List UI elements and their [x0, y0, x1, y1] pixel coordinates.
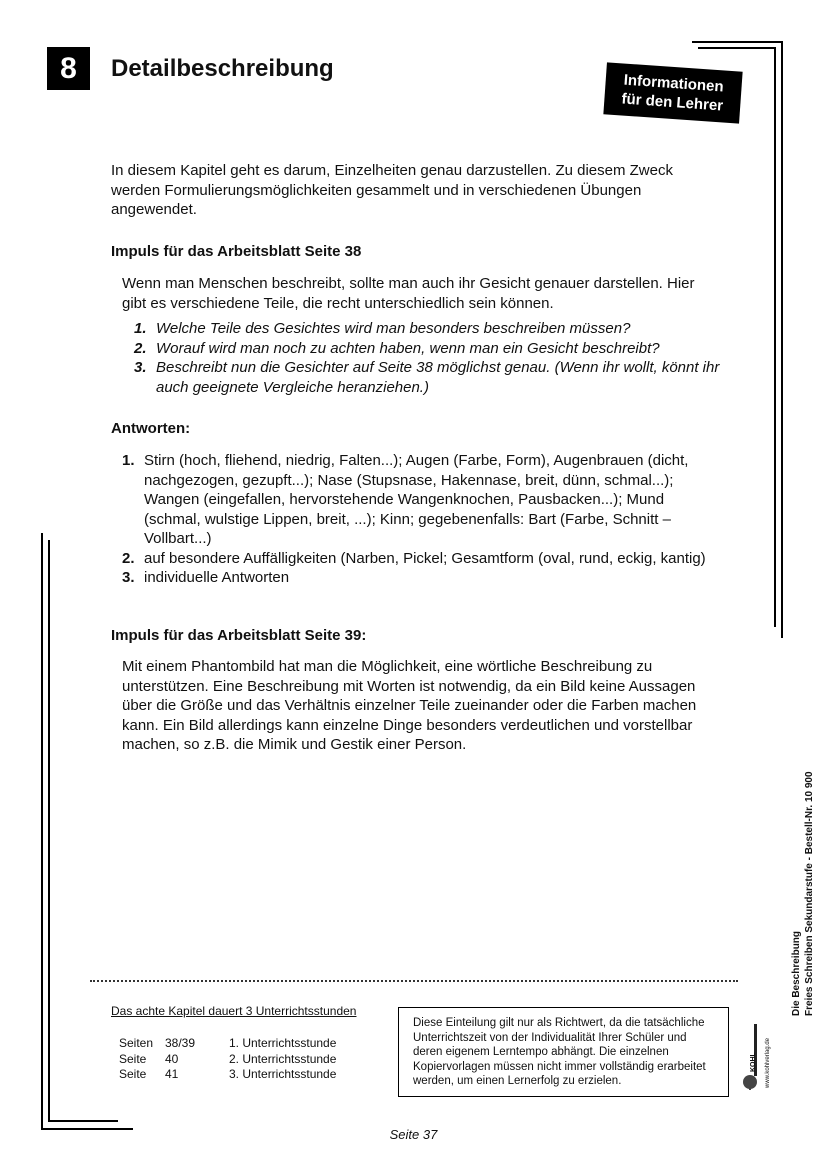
item-number: 1. [134, 320, 147, 337]
schedule-lesson: 3. Unterrichtsstunde [229, 1067, 337, 1081]
badge-line-1: Informationen [623, 71, 725, 96]
table-row [119, 1067, 336, 1083]
item-number: 1. [122, 452, 135, 469]
schedule-label: Seiten [119, 1036, 154, 1050]
publisher-name: KOHL [750, 1052, 757, 1072]
item-text: Beschreibt nun die Gesichter auf Seite 38 möglichst genau. (Wenn ihr wollt, könnt ihr auch geeignete Vergleiche heranziehen.) [156, 359, 720, 396]
item-text: Worauf wird man noch zu achten haben, wenn man ein Gesicht beschreibt? [156, 339, 660, 357]
impulse-1-questions [122, 319, 722, 397]
page-number: Seite 37 [389, 1127, 438, 1142]
answers-heading: Antworten: [111, 420, 191, 437]
item-number: 2. [134, 339, 147, 357]
impulse-1-heading: Impuls für das Arbeitsblatt Seite 38 [111, 243, 362, 260]
table-row [119, 1036, 336, 1052]
item-text: auf besondere Auffälligkeiten (Narben, Pickel; Gesamtform (oval, rund, eckig, kantig) [144, 549, 706, 567]
schedule-label: Seite [119, 1051, 147, 1066]
frame-left-inner [48, 540, 50, 1122]
intro-paragraph: In diesem Kapitel geht es darum, Einzelheiten genau darzustellen. Zu diesem Zweck werden Formulierungsmöglichkeiten gesammelt und in verschiedenen Übungen angewendet. [111, 162, 673, 218]
item-text: individuelle Antworten [144, 569, 290, 586]
list-item [110, 549, 722, 569]
schedule-pages: 41 [165, 1067, 179, 1081]
schedule-label: Seite [119, 1067, 147, 1081]
item-number: 3. [122, 569, 135, 586]
dotted-divider [90, 980, 738, 982]
impulse-1-text: Wenn man Menschen beschreibt, sollte man auch ihr Gesicht genauer darstellen. Hier gibt es verschiedene Teile, die recht unterschiedlich sein können. [122, 275, 695, 312]
note-box: Diese Einteilung gilt nur als Richtwert, da die tatsächliche Unterrichtszeit von der Individualität Ihrer Schüler und deren eigenem Lerntempo abhängt. Die einzelnen Kopiervorlagen müssen nicht immer vollständig erarbeitet werden, um einen Lernerfolg zu erzielen. [398, 1007, 729, 1097]
schedule-pages: 40 [165, 1051, 179, 1066]
badge-line-2: für den Lehrer [621, 90, 724, 115]
side-info [790, 771, 816, 1016]
impulse-2-text: Mit einem Phantombild hat man die Möglichkeit, eine wörtliche Beschreibung zu unterstützen. Eine Beschreibung mit Worten ist notwendig, da ein Bild keine Aussagen über die Größe und das Verhältnis einzelner Teile zueinander oder die Farben machen kann. Ein Bild allerdings kann einzelne Dinge besonders verdeutlichen und vorstellbar machen, so z.B. die Mimik und Gestik einer Person. [122, 658, 697, 753]
answers-list [110, 451, 722, 588]
frame-left-outer [41, 533, 43, 1130]
table-row [119, 1052, 336, 1068]
schedule-lesson: 1. Unterrichtsstunde [229, 1036, 337, 1050]
item-number: 2. [122, 549, 135, 567]
chapter-number: 8 [47, 47, 90, 90]
schedule-lesson: 2. Unterrichtsstunde [229, 1051, 337, 1066]
schedule-pages: 38/39 [165, 1036, 196, 1050]
impulse-2-heading: Impuls für das Arbeitsblatt Seite 39: [111, 627, 367, 644]
item-number: 3. [134, 359, 147, 376]
lesson-schedule [119, 1036, 336, 1083]
duration-title: Das achte Kapitel dauert 3 Unterrichtsstunden [111, 1004, 357, 1018]
frame-right-outer [781, 41, 783, 638]
publisher-url-text: www.kohlverlag.de [765, 1037, 771, 1088]
list-item [122, 358, 722, 397]
side-line-1: Die Beschreibung [791, 930, 802, 1016]
page-title: Detailbeschreibung [111, 55, 334, 82]
item-text: Welche Teile des Gesichtes wird man besonders beschreiben müssen? [156, 320, 631, 337]
teacher-info-badge [603, 62, 742, 123]
frame-top-right-inner [698, 47, 776, 49]
publisher-url [765, 1038, 772, 1088]
frame-right-inner [774, 47, 776, 627]
publisher-info [750, 1052, 758, 1072]
frame-top-right-outer [692, 41, 783, 43]
list-item [110, 568, 722, 588]
item-text: Stirn (hoch, fliehend, niedrig, Falten...); Augen (Farbe, Form), Augenbrauen (dicht, nachgezogen, gezupft...); Nase (Stupsnase, Hakennase, breit, dünn, schmal...); Wangen (eingefallen, hervorstehende Wangenknochen, Pausbacken...); Mund (schmal, wulstige Lippen, breit, ...); Kinn; gegebenenfalls: Bart (Farbe, Schnitt – Vollbart...) [144, 452, 689, 547]
list-item [110, 451, 722, 549]
side-line-2: Freies Schreiben Sekundarstufe - Bestell-Nr. 10 900 [804, 771, 815, 1016]
list-item [122, 319, 722, 339]
frame-bottom-left-inner [48, 1120, 118, 1122]
list-item [122, 339, 722, 359]
